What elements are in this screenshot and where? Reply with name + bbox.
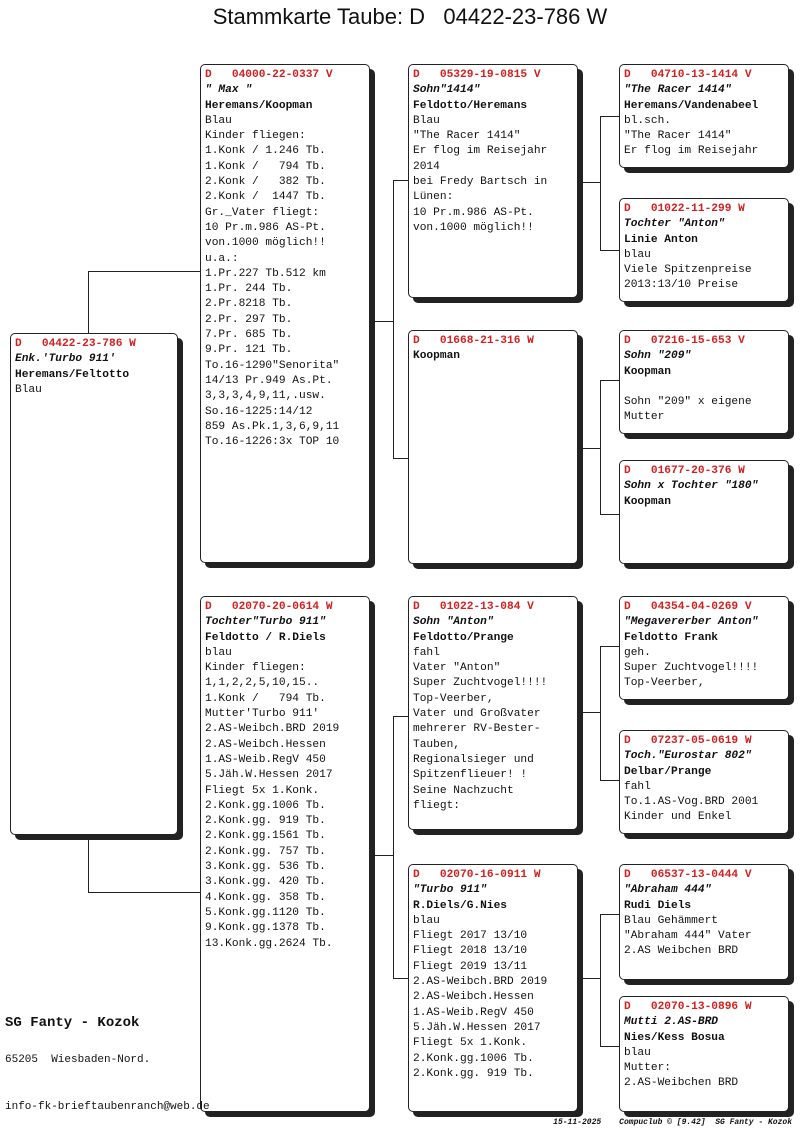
pigeon-name: "Megavererber Anton" [624,616,759,629]
info-line: 2.AS-Weibchen BRD [624,1077,739,1090]
connector [393,180,394,458]
info-line: Er flog im Reisejahr [624,145,759,158]
breeder-name: Delbar/Prange [624,765,712,778]
breeder-name: Rudi Diels [624,899,692,912]
ring-number: D 02070-16-0911 W [413,869,541,881]
info-line: blau [624,248,651,261]
ring-number: D 01677-20-376 W [624,465,745,477]
info-line: Blau [413,114,440,127]
pigeon-card-ffm [619,198,789,302]
ring-number: D 05329-19-0815 V [413,69,541,81]
pigeon-card-mff [619,596,789,700]
info-line: Kinder fliegen: [205,662,306,675]
ring-number: D 07216-15-653 V [624,335,745,347]
connector [88,271,200,272]
print-date: 15-11-2025 [553,1118,602,1127]
breeder-name: Feldotto Frank [624,631,718,644]
info-line: mehrerer RV-Bester- [413,723,541,736]
info-line: Fliegt 2018 13/10 [413,945,528,958]
pigeon-card-mother-father [408,596,578,830]
info-line: 13.Konk.gg.2624 Tb. [205,937,333,950]
info-line: 1.Pr. 244 Tb. [205,283,293,296]
info-line: 7.Pr. 685 Tb. [205,329,293,342]
ring-number: D 04710-13-1414 V [624,69,752,81]
info-line: fliegt: [413,799,460,812]
breeder-name: Feldotto / R.Diels [205,631,326,644]
info-line: fahl [413,646,440,659]
info-line: Super Zuchtvogel!!!! [413,677,548,690]
pigeon-card-father-mother [408,330,578,564]
info-line: Vater "Anton" [413,662,501,675]
info-line: 9.Konk.gg.1378 Tb. [205,922,326,935]
info-line: 2.Konk.gg. 757 Tb. [205,845,326,858]
breeder-name: Koopman [624,495,671,508]
connector [393,716,409,717]
connector [600,780,620,781]
info-line: Top-Veerber, [624,677,705,690]
info-line: 1.AS-Weib.RegV 450 [413,1006,534,1019]
info-line: u.a.: [205,252,239,265]
info-line: Mutter: [624,1062,671,1075]
info-line: 2.AS-Weibch.BRD 2019 [205,723,340,736]
ring-number: D 06537-13-0444 V [624,869,752,881]
info-line: "The Racer 1414" [624,130,732,143]
info-line: Fliegt 5x 1.Konk. [205,784,320,797]
info-line: Mutter'Turbo 911' [205,708,320,721]
connector [600,1046,620,1047]
print-meta [535,1118,792,1127]
pigeon-name: Tochter"Turbo 911" [205,616,326,629]
info-line: Vater und Großvater [413,708,541,721]
ring-number: D 01022-11-299 W [624,203,745,215]
connector [600,514,620,515]
ring-number: D 04354-04-0269 V [624,601,752,613]
info-line: 1.Pr.227 Tb.512 km [205,267,326,280]
breeder-name: Feldotto/Prange [413,631,514,644]
info-line: "Abraham 444" Vater [624,930,752,943]
info-line: 2.AS-Weibch.Hessen [413,991,534,1004]
info-line: Blau [15,383,42,396]
info-line: 2013:13/10 Preise [624,279,739,292]
connector [600,116,620,117]
info-line: Kinder und Enkel [624,811,732,824]
info-line: Blau Gehämmert [624,914,718,927]
connector [578,978,600,979]
ring-number: D 02070-13-0896 W [624,1001,752,1013]
info-line: 2.Konk.gg. 919 Tb. [205,815,326,828]
pigeon-name: Enk.'Turbo 911' [15,353,116,366]
info-line: 1.Konk / 794 Tb. [205,692,326,705]
connector [578,182,600,183]
connector [600,914,601,1046]
connector [371,321,393,322]
info-line: 2.Konk.gg.1006 Tb. [413,1052,534,1065]
pigeon-card-father-father [408,64,578,298]
pigeon-card-mother-mother [408,864,578,1112]
breeder-name: Heremans/Koopman [205,99,313,112]
ring-number: D 02070-20-0614 W [205,601,333,613]
info-line: 1.Konk / 794 Tb. [205,160,326,173]
info-line: To.1.AS-Vog.BRD 2001 [624,796,759,809]
info-line: Regionalsieger und [413,753,534,766]
info-line: 2.AS-Weibch.BRD 2019 [413,976,548,989]
info-line: So.16-1225:14/12 [205,405,313,418]
info-line: 2014 [413,160,440,173]
info-line: Seine Nachzucht [413,784,514,797]
info-line: 5.Jäh.W.Hessen 2017 [205,769,333,782]
info-line: To.16-1226:3x TOP 10 [205,436,340,449]
pigeon-name: " Max " [205,84,252,97]
info-line: "The Racer 1414" [413,130,521,143]
info-line: Fliegt 5x 1.Konk. [413,1037,528,1050]
info-line: Fliegt 2019 13/11 [413,960,528,973]
ring-number: D 04422-23-786 W [15,338,136,350]
info-line: Super Zuchtvogel!!!! [624,662,759,675]
pigeon-card-mmm [619,996,789,1112]
info-line: Lünen: [413,191,454,204]
connector [600,116,601,250]
connector [600,914,620,915]
breeder-name: Heremans/Feltotto [15,368,130,381]
pigeon-name: Sohn x Tochter "180" [624,480,759,493]
info-line: 3,3,3,4,9,11,.usw. [205,390,326,403]
breeder-name: Heremans/Vandenabeel [624,99,759,112]
info-line [624,380,785,395]
info-line: 10 Pr.m.986 AS-Pt. [413,206,534,219]
connector [600,380,620,381]
pigeon-name: Sohn "209" [624,350,692,363]
info-line: Spitzenflieuer! ! [413,769,528,782]
pigeon-name: Toch."Eurostar 802" [624,750,752,763]
owner-name: SG Fanty - Kozok [5,1015,140,1031]
info-line: 1.AS-Weib.RegV 450 [205,753,326,766]
connector [393,458,409,459]
pigeon-card-fff [619,64,789,168]
info-line: 2.Konk.gg. 919 Tb. [413,1067,534,1080]
info-line: 2.AS-Weibch.Hessen [205,738,326,751]
info-line: 5.Konk.gg.1120 Tb. [205,906,326,919]
info-line: 1,1,2,2,5,10,15.. [205,677,320,690]
breeder-name: Feldotto/Heremans [413,99,528,112]
info-line: 2.Konk.gg.1561 Tb. [205,830,326,843]
ring-number: D 07237-05-0619 W [624,735,752,747]
connector [600,646,601,780]
info-line: Fliegt 2017 13/10 [413,930,528,943]
pigeon-card-fmm [619,460,789,564]
info-line: 4.Konk.gg. 358 Tb. [205,891,326,904]
info-line: geh. [624,646,651,659]
pigeon-card-mfm [619,730,789,834]
breeder-name: Koopman [624,365,671,378]
info-line: 2.Pr. 297 Tb. [205,313,293,326]
pigeon-name: Sohn "Anton" [413,616,494,629]
pigeon-name: Mutti 2.AS-BRD [624,1016,718,1029]
info-line: Top-Veerber, [413,692,494,705]
info-line: 10 Pr.m.986 AS-Pt. [205,221,326,234]
connector [393,180,409,181]
connector [88,892,200,893]
breeder-name: Linie Anton [624,233,698,246]
page-title: Stammkarte Taube: D 04422-23-786 W [212,4,608,29]
info-line: bl.sch. [624,114,671,127]
pigeon-name: "Turbo 911" [413,884,487,897]
info-line: 2.Konk / 382 Tb. [205,176,326,189]
connector [600,646,620,647]
info-line: Tauben, [413,738,460,751]
info-line: 14/13 Pr.949 As.Pt. [205,374,333,387]
software-credit: Compuclub © [9.42] SG Fanty - Kozok [619,1118,792,1127]
info-line: Er flog im Reisejahr [413,145,548,158]
connector [600,380,601,514]
pigeon-name: Tochter "Anton" [624,218,725,231]
info-line: blau [205,646,232,659]
info-line: To.16-1290"Senorita" [205,359,340,372]
info-line: 2.Pr.8218 Tb. [205,298,293,311]
owner-address: 65205 Wiesbaden-Nord. [5,1054,151,1066]
info-line: fahl [624,780,651,793]
pigeon-card-fmf [619,330,789,434]
info-line: Gr._Vater fliegt: [205,206,320,219]
info-line: Kinder fliegen: [205,130,306,143]
pigeon-card-mmf [619,864,789,980]
breeder-name: Nies/Kess Bosua [624,1031,725,1044]
info-line: blau [413,914,440,927]
info-line: 3.Konk.gg. 420 Tb. [205,876,326,889]
connector [393,716,394,978]
pigeon-name: Sohn"1414" [413,84,481,97]
info-line: Viele Spitzenpreise [624,264,752,277]
info-line: 2.Konk / 1447 Tb. [205,191,326,204]
info-line: von.1000 möglich!! [413,221,534,234]
info-line: Mutter [624,411,665,424]
owner-email: info-fk-brieftaubenranch@web.de [5,1101,210,1113]
connector [578,448,600,449]
info-line: von.1000 möglich!! [205,237,326,250]
ring-number: D 04000-22-0337 V [205,69,333,81]
connector [600,250,620,251]
pigeon-card-mother [200,596,370,1112]
breeder-name: Koopman [413,350,460,363]
connector [371,855,393,856]
connector [393,978,409,979]
info-line: 1.Konk / 1.246 Tb. [205,145,326,158]
info-line: 2.Konk.gg.1006 Tb. [205,799,326,812]
pigeon-name: "Abraham 444" [624,884,712,897]
pigeon-card-father [200,64,370,563]
info-line: 9.Pr. 121 Tb. [205,344,293,357]
info-line: Blau [205,114,232,127]
connector [578,712,600,713]
pigeon-card-subject [10,333,178,835]
pigeon-name: "The Racer 1414" [624,84,732,97]
connector [88,271,89,333]
breeder-name: R.Diels/G.Nies [413,899,507,912]
info-line: 3.Konk.gg. 536 Tb. [205,861,326,874]
info-line: 5.Jäh.W.Hessen 2017 [413,1021,541,1034]
ring-number: D 01022-13-084 V [413,601,534,613]
info-line: 2.AS Weibchen BRD [624,945,739,958]
connector [88,840,89,892]
info-line: 859 As.Pk.1,3,6,9,11 [205,420,340,433]
ring-number: D 01668-21-316 W [413,335,534,347]
info-line: blau [624,1046,651,1059]
info-line: Sohn "209" x eigene [624,396,752,409]
info-line: bei Fredy Bartsch in [413,176,548,189]
